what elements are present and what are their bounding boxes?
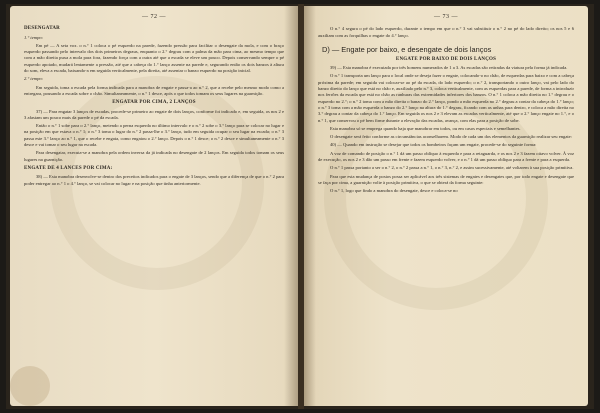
right-page (304, 6, 588, 406)
gutter-shadow (284, 6, 298, 406)
left-page (10, 6, 298, 406)
page-number: — 73 — (434, 14, 458, 20)
paragraph: 38) — Esta manobra desenvolve-se dentro dos preceitos indicados para o engate de 3 lanços, sendo que a diferença de que o n.° 2 para poder entregar ao n.° 1 o 4.° lanço, se vai colocar no lugar e na posição que tinha anteriormente. (24, 174, 284, 186)
paragraph: 40) — Quando em instrução se desejar que todos os bombeiros façam um engate, procede-se do seguinte forma: (330, 142, 537, 148)
paragraph: Em seguida, toma a escada pela forma indicada para a manobra de engate e passa-a ao n.° 2, que a recebe pelo mesmo modo como a entregara, pousando a escada sobre o chão. Simultaneamente, o n.° 1 desce, após o que todos tomam os seus lugares na guarnição. (24, 84, 284, 96)
section-heading: ENGATE POR BAIXO DE DOIS LANÇOS (395, 56, 497, 62)
step-label: 2.° tempo: (24, 76, 44, 82)
chapter-heading: D) — Engate por baixo, e desengate de dois lanços (322, 44, 492, 54)
paragraph: O n.° 1 passa portanto a ser o n.° 2, o n.° 2 passa a n.° 1, o n.° 3, n.° 2, e assim sucessivamente, até voltarem à sua posição primitiva. (330, 165, 574, 171)
paragraph: A voz de comando de posição o n.° 1 dá um passo oblíquo à esquerda e para a retaguarda, e os nos 2 e 3 fazem oitavo volver. À voz de execução, os nos 2 e 3 dão um passo em frente e fazem esquerdo volver, e o n.° 1 dá um passo oblíquo para a frente e para a esquerda. (318, 150, 574, 163)
paragraph: Para que esta mudança de postos possa ser aplicável aos três sistemas de engates e desengates que, por todo engate e desengate que se faça por cima, a guarnição volte à posição primitiva, o que se obterá da forma seguinte: (318, 173, 574, 185)
paragraph: Então o n.° 1 sobe para o 2.° lanço, metendo a perna esquerda no último intervalo e o n.° 2 sobe o 3.° lanço para se colocar no lugar e na posição em que estava o n.° 1; o n.° 3 toma o lugar do n.° 2 passa-lhe o 3.° lanço, tudo em seguida ocupar o seu lugar na escada; o n.° 3 passa este 3.° lanço ao n.° 1, que o recebe e engata, como engatou o 2.° lanço. Depois o n.° 1 desce; o n.° 2 desce e simultaneamente o n.° 3 desce e vai tomar o seu lugar na escada. (24, 123, 284, 148)
page-number: — 72 — (142, 14, 166, 20)
open-book (6, 4, 594, 409)
paragraph: 39) — Esta manobra é executada por três homens numerados de 1 a 3. As escadas são retiradas da viatura pela forma já indicada. (330, 65, 568, 71)
paragraph: O n.° 1, logo que findo a manobra do desengate, desce e coloca-se no (330, 188, 458, 194)
paragraph: 37) — Para engatar 3 lanços de escadas, procede-se primeiro ao engate de dois lanços, conforme foi indicado e, em seguida, os nos 2 e 3 afastam um pouco mais da parede o pé da escada. (24, 108, 284, 120)
paragraph: O n.° 1 transporta um lanço para o local onde se deseja fazer o engate, colocando-o no chão, de esquerdas para baixo e com a cabeça próxima da parede; em seguida vai colocar-se ao pé da escada, do lado esquerdo; o n.° 2, transportando o outro lanço, vai pelo lado do banzo direito do lanço que está no chão e, auxiliado pelo n.° 3, coloca verticalmente, com as esquerdas para a parede, de forma a introduzir nos ferrões da escada que está no chão as ranhuras das extremidades inferiores dos banzos. O n.° 1 coloca a mão direita no 1.° degrau e o esquerdo no 2.°; o n.° 2 toma com a mão direita o banzo do 2.° lanço, pondo a mão esquerda no 2.° degrau a contar da cabeça do 1.° lanço; o n.° 3 toma com a mão esquerda o banzo do 2.° lanço na altura do 1.° degrau, ficando com as unhas para dentro, e coloca a mão direita no 3.° degrau a contar da cabeça do 1.° lanço. Em seguida os nos 2 e 3 elevam as escadas verticalmente, até que o 2.° lanço engate no 1.°, e o n.° 1, que conservou o pé bem firme durante a elevação das escadas, avança, com elas para a posição de sobe. (318, 73, 574, 123)
paragraph: Esta manobra só se emprega quando haja que manobrar em todos, ou em casos especiais e semelhantes. (330, 125, 521, 131)
paragraph: O n.° 4 segura o pé do lado esquerdo, durante o tempo em que o n.° 3 vai substituir o n.° 2 no pé do lado direito; os nos 5 e 6 auxiliam com as forquilhas o engate do 4.° lanço. (318, 26, 574, 38)
right-page-content (318, 14, 574, 400)
section-heading: ENGATAR POR CIMA, 2 LANÇOS (112, 100, 196, 106)
paragraph: Em pé — A seta vox. o n.° 1 coloca o pé esquerdo na parede, fazendo pressão para facilitar o desengate da mola, e com o braço esquerdo passando pelo intervalo dos dois primeiros degraus, enquanto o 2.° degrau com a palma da mão para cima, ao mesmo tempo que com a mão direita puxa a mola para fora, fazendo força com a outra até que a escada se eleve um pouco. Depois conservando sempre o pé esquerdo apoiado, mudará lentamente a pressão, até que a cabeça do 1.° lanço assente na parede e, segurando então os dois banzos à altura do som, eleva a escada, baixando-a em seguida verticalmente, pela direita, até assentar o banzo esquerdo na posição inicial. (24, 42, 284, 74)
section-heading: ENGATE DE 4 LANCES POR CIMA: (24, 165, 113, 171)
left-page-content (24, 14, 284, 400)
gutter-shadow (304, 6, 316, 406)
section-heading: DESENGATAR (24, 26, 60, 32)
step-label: 1.° tempo: (24, 34, 44, 40)
paragraph: O desengate será feito conforme as circunstâncias aconselharem. Modo de cada um dos elementos da guarnição realizar seu engate: (330, 134, 572, 140)
paragraph: Para desengatar, executa-se a manobra pela ordem inversa da já indicada no desengate de 2 lanços. Em seguida todos tomam os seus lugares na guarnição. (24, 150, 284, 162)
